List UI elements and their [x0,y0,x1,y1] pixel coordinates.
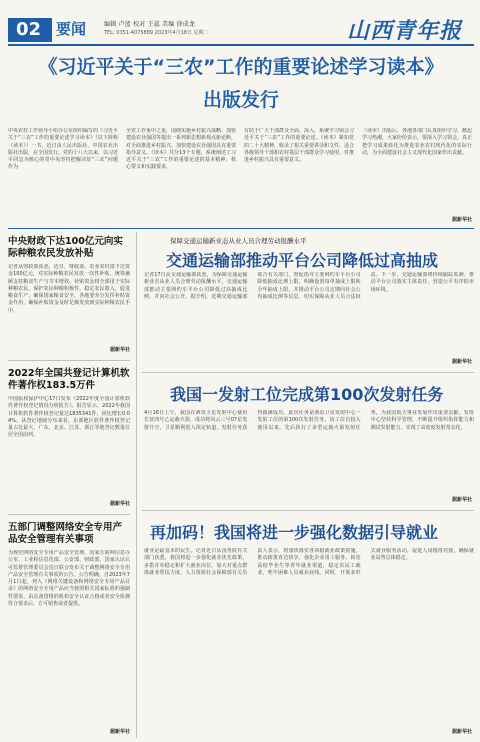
headline-line-1: 《习近平关于“三农”工作的重要论述学习读本》 [38,56,444,78]
story-divider [142,372,474,373]
satellite-body: 4月16日上午，我国在酒泉卫星发射中心使用长征四号乙运载火箭，成功将风云三号07星发射升空，卫星顺利进入预定轨道，发射任务获得圆满成功。此次任务是酒泉卫星发射中心一发射工位的第100次发射任务。该工位自投入使用以来，先后执行了多型运载火箭发射任务，为我国航天事业发展作出重要贡献。发射中心坚持科学管理，不断提升组织指挥能力和测试发射能力，实现了高密度发射常态化。 [144,410,474,431]
section-divider [8,228,474,229]
headline-line-2: 出版发行 [202,89,279,111]
brief-3-title: 五部门调整网络安全专用产品安全管理有关事项 [8,522,123,545]
brief-2-body: 中国版权保护中心17日发布《2022年度全国计算机软件著作权登记情况分析报告》。报告显示，2022年我国计算机软件著作权登记量达1835341件，同比增长0.04%。从登记地域分布来看，东部地区软件著作权登记量占比最大，广东、北京、江苏、浙江等地登记数量位居全国前列。 [8,396,130,439]
employment-title: 再加码！我国将进一步强化数据引导就业 [150,523,439,542]
employment-body: 就业是最基本的民生。记者近日从国务院有关部门获悉，我国将进一步强化就业优先政策，多措并举稳定和扩大就业岗位，加大对重点群体就业帮扶力度。人力资源社会保障部有关负责人表示，将加快落实各项稳就业政策措施，推动政策直达快享，强化企业用工服务，拓宽高校毕业生等青年就业渠道，稳定农民工就业，兜牢困难人员就业底线。同时，开展多形式就业服务活动，促进人岗精准对接，确保就业局势总体稳定。 [144,548,474,576]
employment-source: 据新华社 [451,729,472,735]
editors-line: 编辑 卢蓝 校对 王蕊 美编 徐成龙 [104,21,196,28]
lead-column-2: 全党工作重中之重，围绕实施乡村振兴战略、加快建设农业强国等提出一系列新思想新观点新论断，对全面推进乡村振兴、加快建设农业强国具有重要指导意义。《读本》共分13个专题，系统阐述了习近平关于“三农”工作的重要论述的基本精神、核心要义和实践要求， [126,128,236,171]
satellite-source: 据新华社 [451,497,472,503]
transport-source: 据新华社 [451,359,472,365]
brief-divider [8,514,130,515]
brief-1-title: 中央财政下达100亿元向实际种粮农民发放补贴 [8,236,123,259]
transport-body: 记者17日从交通运输部获悉，为保障交通运输新业态从业人员合理劳动报酬水平，交通运输部推动主要网约车平台公司降低过高抽成比例，并向社会公开。据介绍，近期交通运输部联合有关部门，督促指导主要网约车平台公司降低抽成比例上限，明确设置每单抽成上限和全年抽成上限，并推动平台公司定期向社会公布抽成比例等信息，切实保障从业人员合法权益。下一步，交通运输部将持续跟踪监测，推动平台公司落实主体责任，营造公平有序的市场环境。 [144,272,474,300]
page-number: 02 [8,18,52,42]
section-name: 要闻 [56,20,87,38]
brief-1-body: 记者从财政部获悉，近日，财政部、农业农村部下达资金100亿元，对实际种粮农民发放一次性补贴，统筹兼顾支持粮食生产与节本增效。补贴资金将全部用于实际种粮农民，保护农民种粮积极性，稳定农民收入，促进粮食生产，确保国家粮食安全。各地要充分发挥补贴资金作用，确保补贴资金及时足额发放到实际种粮农民手中。 [8,264,130,314]
story-divider [142,510,474,511]
lead-source: 据新华社 [451,217,472,223]
brief-2-title: 2022年全国共登记计算机软件著作权183.5万件 [8,368,130,391]
column-divider [136,232,137,738]
transport-title: 交通运输部推动平台公司降低过高抽成 [166,251,439,270]
header-rule [8,44,474,46]
brief-3-source: 据新华社 [109,729,130,735]
brief-2-source: 据新华社 [109,501,130,507]
brief-divider [8,360,130,361]
lead-column-1: 中央农村工作领导小组办公室组织编写的《习近平关于“三农”工作的重要论述学习读本》（以下简称《读本》）一书，近日由人民出版社、中国农业出版社出版，在全国发行。党的十八大以来，以习近平同志为核心的党中央坚持把解决好“三农”问题作为 [8,128,118,171]
satellite-title: 我国一发射工位完成第100次发射任务 [170,385,444,404]
transport-kicker: 保障交通运输新业态从业人员合理劳动报酬水平 [170,237,307,245]
page-header [0,0,480,44]
lead-column-3: 有助于广大干部群众全面、深入、系统学习领会习近平关于“三农”工作的重要论述。《读本》紧扣党的二十大精神，收录了相关重要讲话和文件，适合各级领导干部和农村基层干部群众学习使用，对推进乡村振兴具有重要意义。 [244,128,354,164]
lead-column-4: 《读本》出版后，各地各部门认真组织学习，掀起学习热潮，大家纷纷表示，要深入学习领会，真正把学习成果转化为推进农业农村现代化的实际行动，为全面建设社会主义现代化国家作出贡献。 [362,128,472,156]
newspaper-logo: 山西青年报 [346,18,462,44]
contact-date-line: TEL: 0351-4075889 2023年4月18日 星期二 [104,30,209,36]
lead-headline [8,52,474,120]
brief-1-source: 据新华社 [109,347,130,353]
brief-3-body: 为规范网络安全专用产品安全管理，国家互联网信息办公室、工业和信息化部、公安部、财政部、国家认证认可监督管理委员会近日联合发布关于调整网络安全专用产品安全管理有关事项的公告。公告明确，自2023年7月1日起，列入《网络关键设备和网络安全专用产品目录》的网络安全专用产品应当按照相关国家标准的强制性要求，由具备资格的机构安全认证合格或者安全检测符合要求后，方可销售或者提供。 [8,550,130,608]
